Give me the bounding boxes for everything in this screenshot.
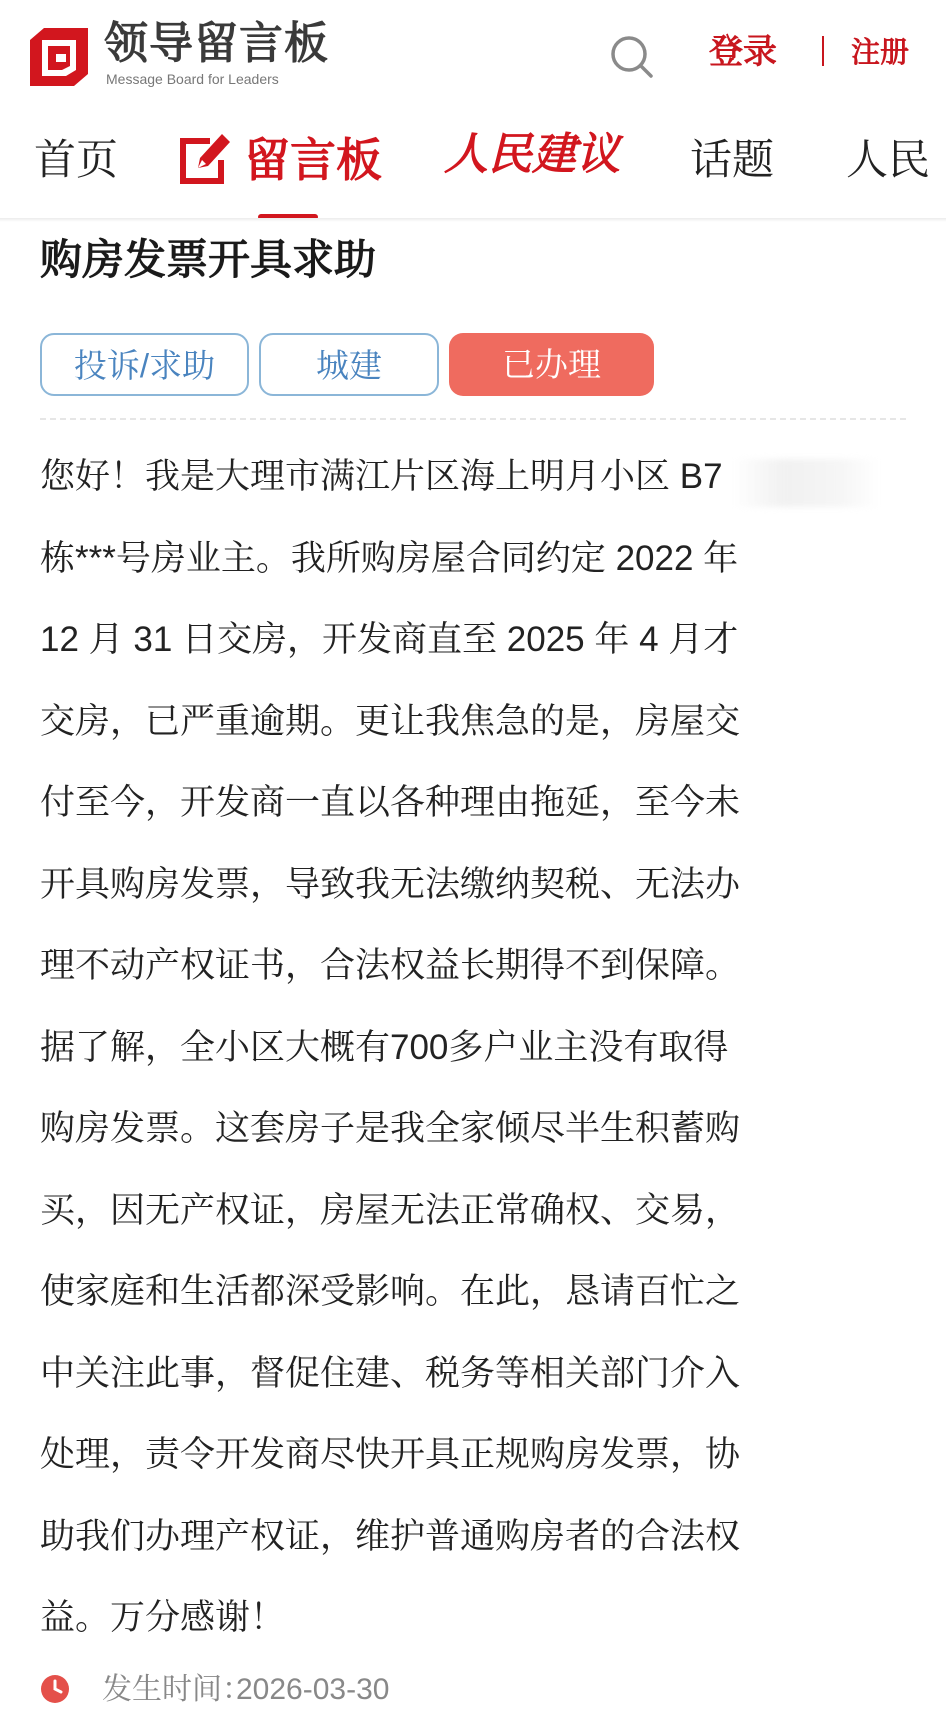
body-line: 12 月 31 日交房，开发商直至 2025 年 4 月才 [40,620,739,659]
body-line: 开具购房发票，导致我无法缴纳契税、无法办 [40,864,741,904]
logo-mark-icon[interactable] [26,26,92,88]
site-header [0,0,946,100]
body-line: 益。万分感谢！ [40,1598,286,1637]
body-line: 栋***号房业主。我所购房屋合同约定 2022 年 [40,538,739,578]
redaction-blur [732,459,882,507]
body-line: 理不动产权证书，合法权益长期得不到保障。 [40,946,741,985]
tag-category[interactable]: 投诉/求助 [40,333,249,396]
meta-label: 发生时间： [102,1673,252,1706]
register-link[interactable]: 注册 [851,37,910,69]
logo-title[interactable]: 领导留言板 [104,19,329,68]
search-icon[interactable] [608,33,654,79]
body-line: 使家庭和生活都深受影响。在此，恳请百忙之 [40,1272,741,1311]
message-body [40,436,906,1659]
header-shadow [0,218,946,222]
main-nav [0,112,946,220]
body-line: 购房发票。这套房子是我全家倾尽半生积蓄购 [40,1109,741,1148]
body-line: 您好！我是大理市满江片区海上明月小区 B7 [40,457,723,496]
nav-item-people[interactable]: 人民 [846,136,931,183]
body-line: 助我们办理产权证，维护普通购房者的合法权 [40,1516,741,1556]
nav-item-message-board-label: 留言板 [244,134,382,186]
nav-item-topics[interactable]: 话题 [690,136,775,183]
clock-icon [40,1674,70,1704]
auth-divider [822,36,824,66]
body-line: 据了解，全小区大概有700多户业主没有取得 [40,1027,729,1067]
message-title: 购房发票开具求助 [40,236,377,283]
content-divider [40,418,906,420]
nav-item-people-suggestions[interactable]: 人民建议 [444,129,620,180]
body-line: 买，因无产权证，房屋无法正常确权、交易， [40,1190,741,1230]
status-badge: 已办理 [449,333,654,396]
tag-domain[interactable]: 城建 [259,333,439,396]
login-link[interactable]: 登录 [709,33,777,71]
meta-date: 2026-03-30 [236,1673,390,1706]
body-line: 付至今，开发商一直以各种理由拖延，至今未 [40,783,741,822]
pen-edit-icon [174,128,232,188]
nav-item-home[interactable]: 首页 [34,136,119,183]
logo-subtitle: Message Board for Leaders [106,71,279,87]
body-line: 中关注此事，督促住建、税务等相关部门介入 [40,1353,741,1393]
body-line: 处理，责令开发商尽快开具正规购房发票，协 [40,1435,741,1474]
body-line: 交房，已严重逾期。更让我焦急的是，房屋交 [40,701,741,741]
